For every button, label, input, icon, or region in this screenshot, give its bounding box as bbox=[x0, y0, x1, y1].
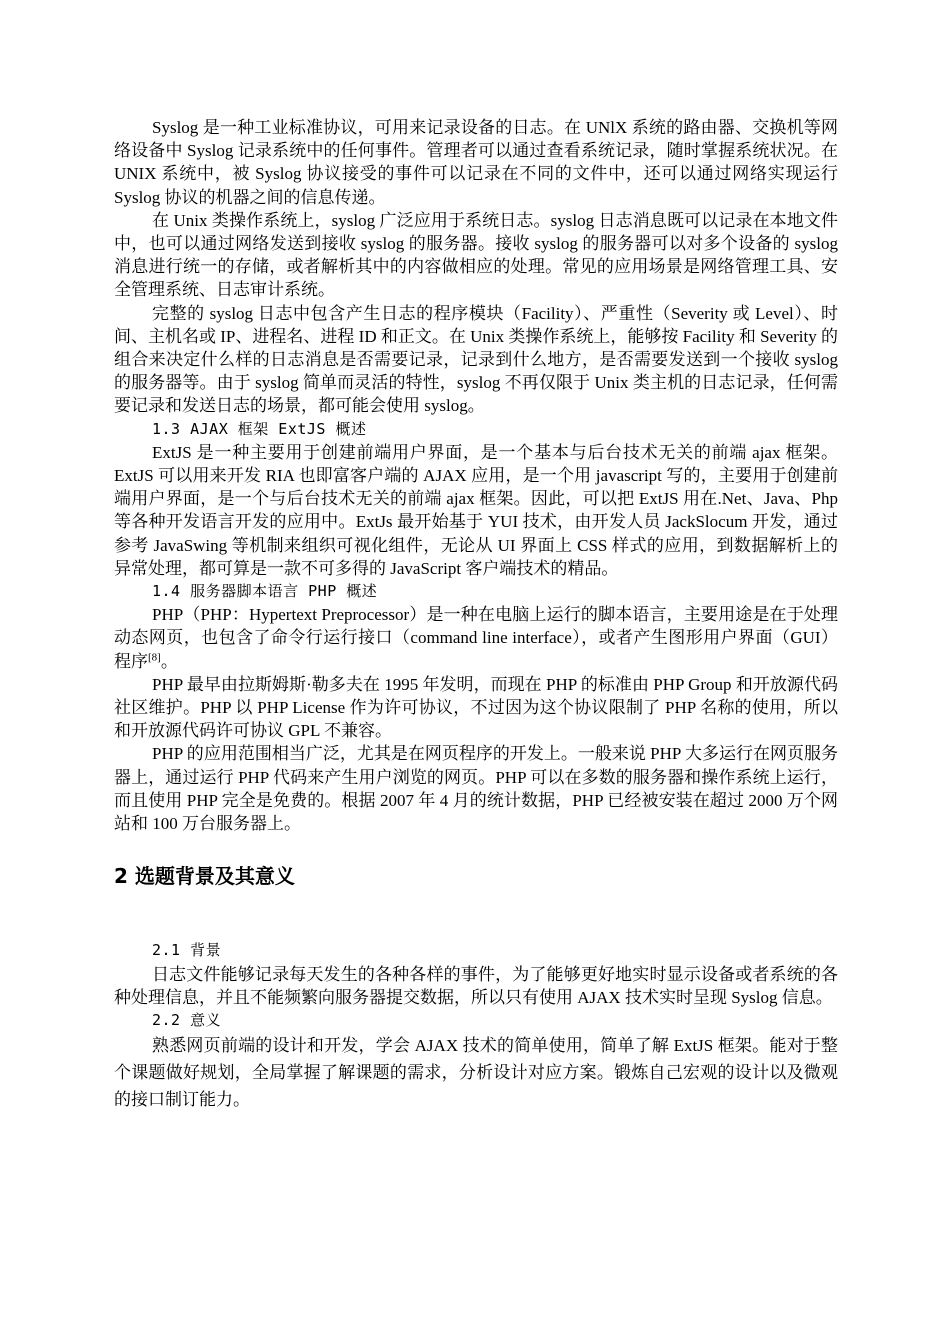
chapter-heading-2: 2 选题背景及其意义 bbox=[114, 864, 295, 889]
section-heading-1-4: 1.4 服务器脚本语言 PHP 概述 bbox=[152, 582, 378, 601]
paragraph-php-intro-text: PHP（PHP：Hypertext Preprocessor）是一种在电脑上运行的脚本语言，主要用途是在于处理动态网页，也包含了命令行运行接口（command line interface），或者产生图形用户界面（GUI）程序 bbox=[114, 605, 838, 671]
paragraph-php-intro bbox=[114, 603, 838, 673]
section-heading-1-3: 1.3 AJAX 框架 ExtJS 概述 bbox=[152, 419, 367, 438]
heading-spacer bbox=[114, 891, 838, 939]
paragraph-background: 日志文件能够记录每天发生的各种各样的事件，为了能够更好地实时显示设备或者系统的各种处理信息，并且不能频繁向服务器提交数据，所以只有使用 AJAX 技术实时呈现 Syslog 信息。 bbox=[114, 964, 838, 1007]
paragraph-syslog-unix: 在 Unix 类操作系统上，syslog 广泛应用于系统日志。syslog 日志消息既可以记录在本地文件中，也可以通过网络发送到接收 syslog 的服务器。接收 syslog 的服务器可以对多个设备的 syslog 消息进行统一的存储，或者解析其中的内容做相应的处理。常见的应用场景是网络管理工具、安全管理系统、日志审计系统。 bbox=[114, 210, 838, 300]
paragraph-php-history: PHP 最早由拉斯姆斯·勒多夫在 1995 年发明，而现在 PHP 的标准由 PHP Group 和开放源代码社区维护。PHP 以 PHP License 作为许可协议，不过因为这个协议限制了 PHP 名称的使用，所以和开放源代码许可协议 GPL 不兼容。 bbox=[114, 674, 838, 741]
section-heading-2-1: 2.1 背景 bbox=[152, 941, 222, 960]
paragraph-meaning: 熟悉网页前端的设计和开发，学会 AJAX 技术的简单使用，简单了解 ExtJS 框架。能对于整个课题做好规划，全局掌握了解课题的需求，分析设计对应方案。锻炼自己宏观的设计以及微观的接口制订能力。 bbox=[114, 1036, 838, 1110]
paragraph-syslog-structure: 完整的 syslog 日志中包含产生日志的程序模块（Facility）、严重性（Severity 或 Level）、时间、主机名或 IP、进程名、进程 ID 和正文。在 Unix 类操作系统上，能够按 Facility 和 Severity 的组合来决定什么样的日志消息是否需要记录，记录到什么地方，是否需要发送到一个接收 syslog 的服务器等。由于 syslog 简单而灵活的特性，syslog 不再仅限于 Unix 类主机的日志记录，任何需要记录和发送日志的场景，都可能会使用 syslog。 bbox=[114, 303, 838, 416]
paragraph-extjs: ExtJS 是一种主要用于创建前端用户界面，是一个基本与后台技术无关的前端 ajax 框架。ExtJS 可以用来开发 RIA 也即富客户端的 AJAX 应用，是一个用 javascript 写的，主要用于创建前端用户界面，是一个与后台技术无关的前端 ajax 框架。因此，可以把 ExtJS 用在.Net、Java、Php 等各种开发语言开发的应用中。ExtJs 最开始基于 YUI 技术，由开发人员 JackSlocum 开发，通过参考 JavaSwing 等机制来组织可视化组件，无论从 UI 界面上 CSS 样式的应用，到数据解析上的异常处理，都可算是一款不可多得的 JavaScript 客户端技术的精品。 bbox=[114, 442, 838, 578]
document-body bbox=[114, 116, 838, 1113]
paragraph-php-usage: PHP 的应用范围相当广泛，尤其是在网页程序的开发上。一般来说 PHP 大多运行在网页服务器上，通过运行 PHP 代码来产生用户浏览的网页。PHP 可以在多数的服务器和操作系统上运行，而且使用 PHP 完全是免费的。根据 2007 年 4 月的统计数据，PHP 已经被安装在超过 2000 万个网站和 100 万台服务器上。 bbox=[114, 744, 838, 834]
paragraph-php-intro-end: 。 bbox=[160, 651, 178, 671]
citation-ref: [8] bbox=[148, 651, 161, 664]
paragraph-syslog-intro: Syslog 是一种工业标准协议，可用来记录设备的日志。在 UNlX 系统的路由器、交换机等网络设备中 Syslog 记录系统中的任何事件。管理者可以通过查看系统记录，随时掌握系统状况。在 UNIX 系统中，被 Syslog 协议接受的事件可以记录在不同的文件中，还可以通过网络实现运行 Syslog 协议的机器之间的信息传递。 bbox=[114, 118, 838, 207]
section-heading-2-2: 2.2 意义 bbox=[152, 1010, 222, 1029]
